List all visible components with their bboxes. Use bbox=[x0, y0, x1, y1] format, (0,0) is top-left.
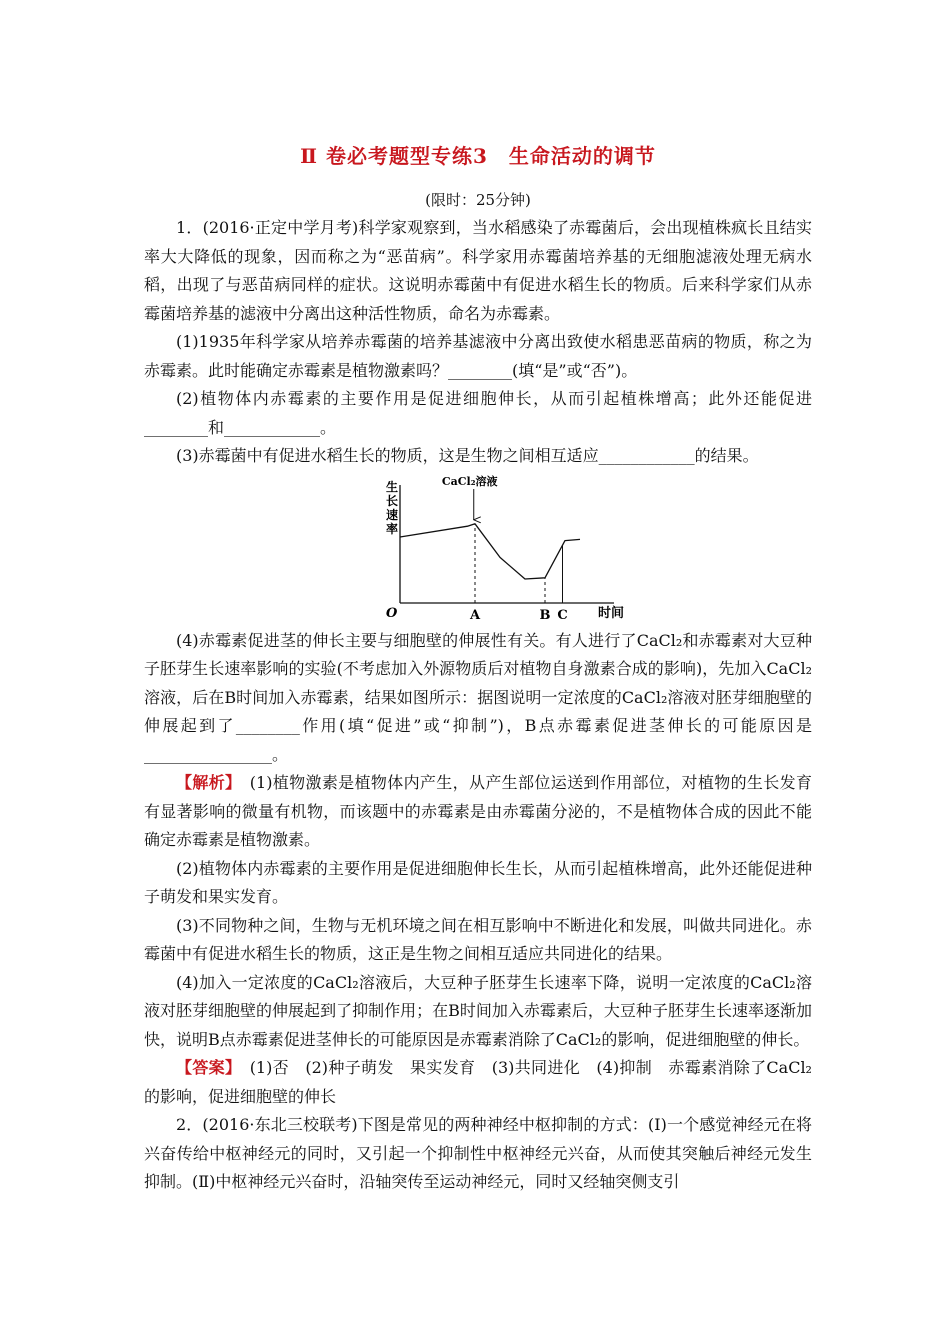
analysis-label: 【解析】 bbox=[176, 773, 234, 792]
analysis-text-1: (1)植物激素是植物体内产生，从产生部位运送到作用部位，对植物的生长发育有显著影响的微量有机物，而该题中的赤霉素是由赤霉菌分泌的，不是植物体合成的因此不能确定赤霉素是植物激素。 bbox=[144, 773, 812, 849]
y-axis-label: 生长速率 bbox=[386, 479, 399, 536]
answer-text: (1)否 (2)种子萌发 果实发育 (3)共同进化 (4)抑制 赤霉素消除了CaCl₂的影响，促进细胞壁的伸长 bbox=[144, 1058, 812, 1106]
q1-analysis-1 bbox=[144, 769, 812, 855]
answer-label: 【答案】 bbox=[176, 1058, 234, 1077]
cacl2-annotation: CaCl₂溶液 bbox=[441, 474, 498, 488]
growth-rate-chart bbox=[372, 475, 632, 625]
origin-label: O bbox=[386, 605, 398, 621]
q1-intro: 1．(2016·正定中学月考)科学家观察到，当水稻感染了赤霉菌后，会出现植株疯长且结实率大大降低的现象，因而称之为“恶苗病”。科学家用赤霉菌培养基的无细胞滤液处理无病水稻，出现了与恶苗病同样的症状。这说明赤霉菌中有促进水稻生长的物质。后来科学家们从赤霉菌培养基的滤液中分离出这种活性物质，命名为赤霉素。 bbox=[144, 218, 812, 323]
q2-intro: 2．(2016·东北三校联考)下图是常见的两种神经中枢抑制的方式：(Ⅰ)一个感觉神经元在将兴奋传给中枢神经元的同时，又引起一个抑制性中枢神经元兴奋，从而使其突触后神经元发生抑制。(Ⅱ)中枢神经元兴奋时，沿轴突传至运动神经元，同时又经轴突侧支引 bbox=[144, 1115, 812, 1191]
q1-analysis-3: (3)不同物种之间，生物与无机环境之间在相互影响中不断进化和发展，叫做共同进化。赤霉菌中有促进水稻生长的物质，这正是生物之间相互适应共同进化的结果。 bbox=[144, 915, 812, 963]
growth-rate-curve bbox=[400, 523, 580, 578]
q1-analysis-4: (4)加入一定浓度的CaCl₂溶液后，大豆种子胚芽生长速率下降，说明一定浓度的CaCl₂溶液对胚芽细胞壁的伸展起到了抑制作用；在B时间加入赤霉素后，大豆种子胚芽生长速率逐渐加快，说明B点赤霉素促进茎伸长的可能原因是赤霉素消除了CaCl₂的影响，促进细胞壁的伸长。 bbox=[144, 972, 812, 1049]
x-tick-label-b: B bbox=[539, 607, 551, 623]
page-title: Ⅱ 卷必考题型专练3 生命活动的调节 bbox=[300, 144, 656, 168]
x-axis-label: 时间 bbox=[598, 605, 625, 621]
time-limit: (限时：25分钟) bbox=[425, 191, 531, 209]
document-page bbox=[144, 140, 812, 1197]
q1-part-1: (1)1935年科学家从培养赤霉菌的培养基滤液中分离出致使水稻患恶苗病的物质，称之为赤霉素。此时能确定赤霉素是植物激素吗？________(填“是”或“否”)。 bbox=[144, 332, 812, 380]
q1-analysis-2: (2)植物体内赤霉素的主要作用是促进细胞伸长生长，从而引起植株增高，此外还能促进种子萌发和果实发育。 bbox=[144, 858, 812, 906]
growth-rate-chart-svg bbox=[372, 475, 632, 625]
x-tick-label-a: A bbox=[469, 607, 481, 623]
q1-answer bbox=[144, 1054, 812, 1111]
q1-part-3: (3)赤霉菌中有促进水稻生长的物质，这是生物之间相互适应____________的结果。 bbox=[176, 446, 759, 465]
q1-part-4: (4)赤霉素促进茎的伸长主要与细胞壁的伸展性有关。有人进行了CaCl₂和赤霉素对大豆种子胚芽生长速率影响的实验(不考虑加入外源物质后对植物自身激素合成的影响)，先加入CaCl₂溶液，后在B时间加入赤霉素，结果如图所示：据图说明一定浓度的CaCl₂溶液对胚芽细胞壁的伸展起到了________作用(填“促进”或“抑制”)，B点赤霉素促进茎伸长的可能原因是________________。 bbox=[144, 630, 812, 764]
x-tick-label-c: C bbox=[557, 607, 568, 623]
q1-part-2: (2)植物体内赤霉素的主要作用是促进细胞伸长，从而引起植株增高；此外还能促进________和____________。 bbox=[144, 389, 812, 437]
